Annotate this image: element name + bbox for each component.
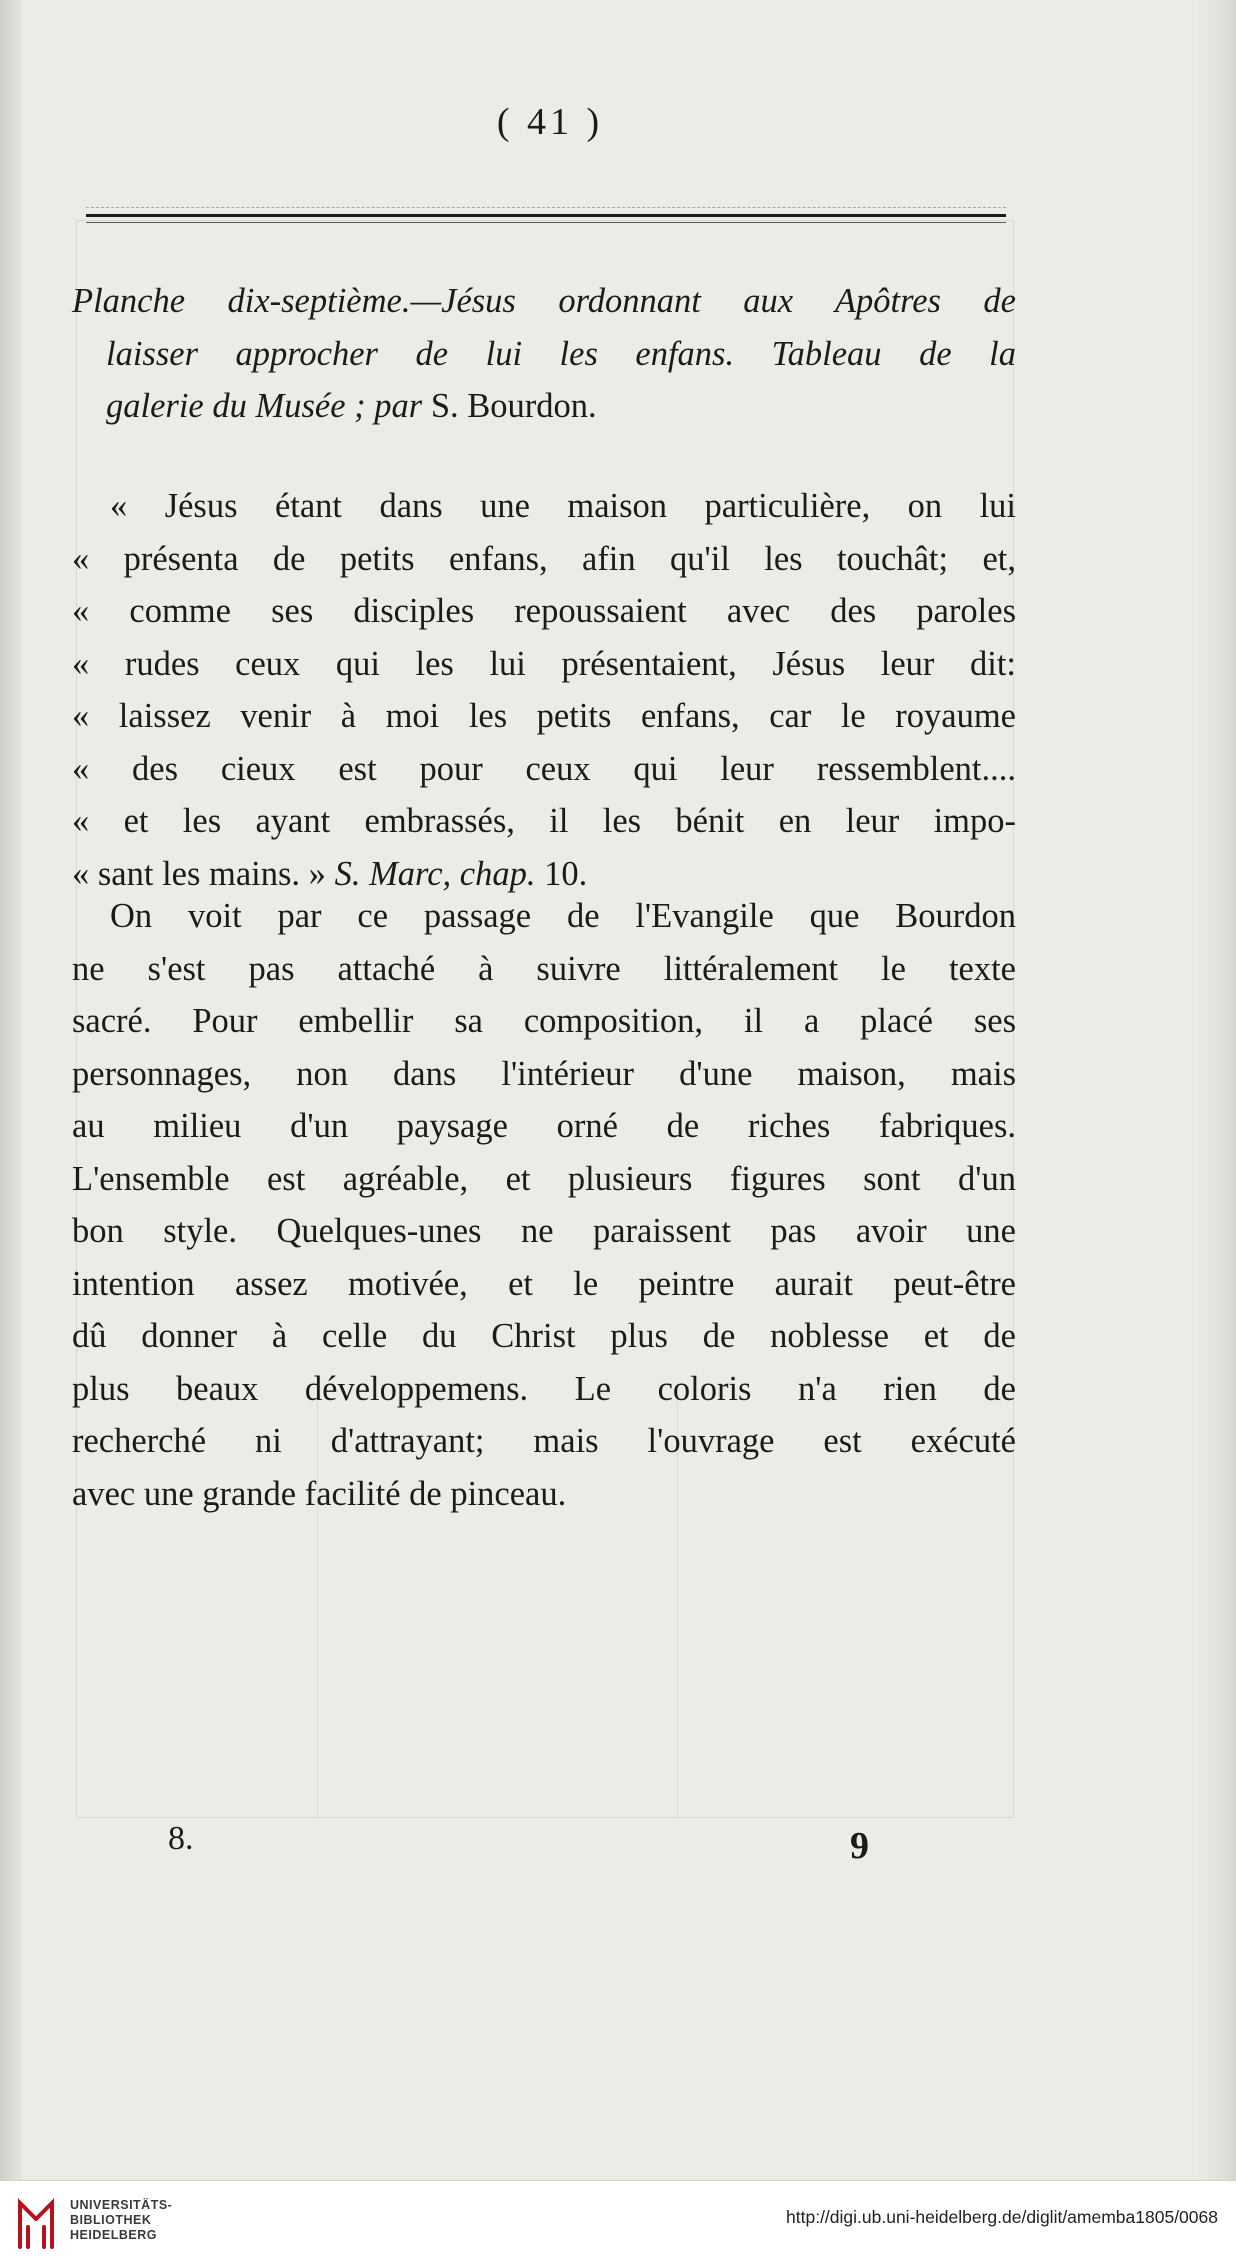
signature-mark-left: 8. [168,1820,194,1857]
body-line: plus beaux développemens. Le coloris n'a rien de [72,1369,1016,1408]
body-line: On voit par ce passage de l'Evangile que Bourdon [110,897,1016,935]
page-number: ( 41 ) [496,101,604,143]
institution-line: HEIDELBERG [70,2228,157,2242]
title-line: Planche dix-septième.—Jésus ordonnant aux Apôtres de [72,282,1016,320]
quote-line: « présenta de petits enfans, afin qu'il les touchât; et, [72,539,1016,578]
institution-line: UNIVERSITÄTS- [70,2198,173,2212]
body-line: recherché ni d'attrayant; mais l'ouvrage est exécuté [72,1422,1016,1460]
gospel-quote [72,480,1016,900]
quote-line: « Jésus étant dans une maison particulière, on lui [110,487,1016,525]
title-artist: S. Bourdon. [430,387,597,425]
page-left-edge [0,0,22,2180]
institution-name [70,2198,172,2243]
body-line: L'ensemble est agréable, et plusieurs figures sont d'un [72,1159,1016,1198]
library-footer [0,2180,1236,2268]
body-line: personnages, non dans l'intérieur d'une maison, mais [72,1054,1016,1093]
body-line: dû donner à celle du Christ plus de noblesse et de [72,1317,1016,1355]
quote-line: « laissez venir à moi les petits enfans, car le royaume [72,697,1016,735]
signature-mark-right: 9 [850,1825,869,1867]
header-rule-thick [86,214,1006,217]
body-line: ne s'est pas attaché à suivre littéralement le texte [72,949,1016,988]
title-line [72,380,1016,433]
permalink-url[interactable]: http://digi.ub.uni-heidelberg.de/diglit/amemba1805/0068 [786,2207,1218,2227]
body-line: intention assez motivée, et le peintre aurait peut-être [72,1264,1016,1303]
plate-title [72,275,1016,433]
quote-line: « rudes ceux qui les lui présentaient, Jésus leur dit: [72,644,1016,683]
body-line: avec une grande facilité de pinceau. [72,1474,567,1513]
quote-line: « des cieux est pour ceux qui leur ressemblent.... [72,749,1016,788]
commentary-paragraph [72,890,1016,1520]
quote-line: « comme ses disciples repoussaient avec des paroles [72,592,1016,630]
page-right-edge [1196,0,1236,2180]
body-line: bon style. Quelques-unes ne paraissent pas avoir une [72,1212,1016,1250]
institution-line: BIBLIOTHEK [70,2213,152,2227]
quote-last-text: « sant les mains. » [72,854,335,893]
body-line: au milieu d'un paysage orné de riches fabriques. [72,1107,1016,1145]
quote-citation-number: 10. [535,854,588,893]
university-library-logo-icon [14,2193,58,2255]
header-rule-thin [86,222,1006,223]
title-line-italic: galerie du Musée ; par [106,387,431,425]
quote-line: « et les ayant embrassés, il les bénit en leur impo- [72,802,1016,840]
title-line: laisser approcher de lui les enfans. Tableau de la [106,334,1016,373]
quote-citation: S. Marc, chap. [334,854,536,893]
body-line: sacré. Pour embellir sa composition, il a placé ses [72,1002,1016,1040]
header-rule-dotted [86,207,1006,208]
